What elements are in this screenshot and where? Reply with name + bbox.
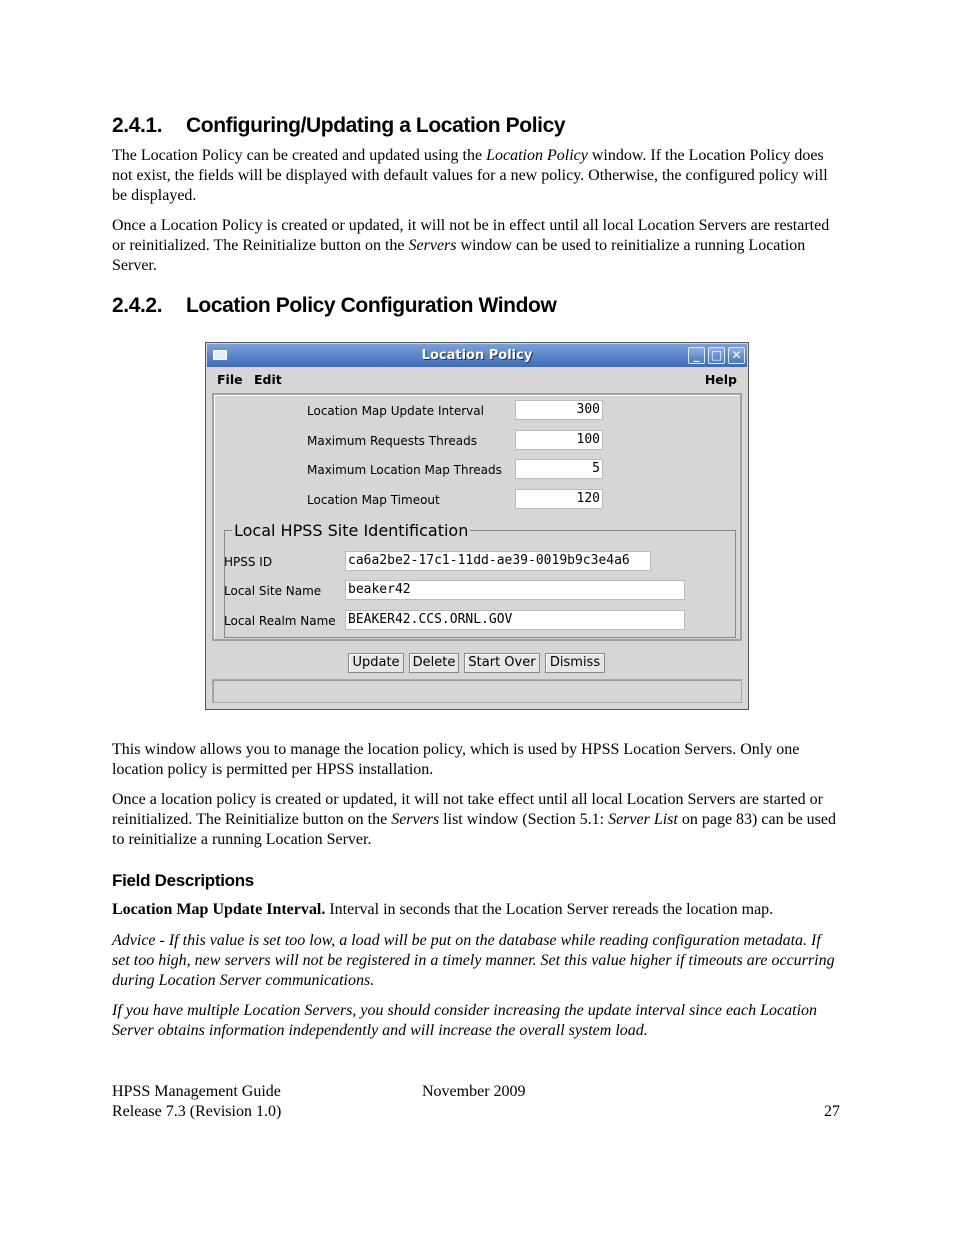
local-site-name-label: Local Site Name (224, 584, 322, 598)
footer-guide: HPSS Management Guide (112, 1083, 281, 1100)
location-policy-window (205, 342, 749, 710)
window-title: Location Policy (421, 348, 533, 363)
hpss-id-label (224, 555, 272, 569)
section-number: 2.4.2. (112, 294, 163, 317)
footer-page-number: 27 (824, 1103, 840, 1120)
group-title: Local HPSS Site Identification (234, 521, 469, 540)
map-timeout-label: Location Map Timeout (307, 493, 440, 507)
delete-button[interactable]: Delete (409, 653, 459, 673)
update-button[interactable]: Update (348, 653, 404, 673)
local-realm-name-input[interactable]: BEAKER42.CCS.ORNL.GOV (345, 610, 685, 630)
text: The Location Policy can be created and updated using the (112, 147, 487, 164)
text: window can be used to reinitialize a running Location Server. (112, 237, 806, 274)
emphasis: Server List (608, 811, 678, 828)
local-site-name-input[interactable]: beaker42 (345, 580, 685, 600)
footer-date: November 2009 (422, 1083, 526, 1100)
emphasis: Servers (391, 811, 440, 828)
local-realm-name-label: Local Realm Name (224, 614, 336, 628)
section-title: Configuring/Updating a Location Policy (186, 114, 566, 137)
policy-panel (212, 393, 742, 641)
label-text: HPSS ID (224, 555, 273, 569)
section-title: Location Policy Configuration Window (186, 294, 557, 317)
emphasis: Location Policy (486, 147, 588, 164)
button-row (212, 649, 742, 677)
text: Once a location policy is created or updated, it will not take effect until all local Location Servers are started or reinitialized. The Reinitialize button on the (112, 791, 823, 828)
requests-threads-input[interactable]: 100 (515, 430, 603, 450)
close-icon[interactable]: ✕ (728, 347, 745, 364)
advice-paragraph-2: If you have multiple Location Servers, you should consider increasing the update interval since each Location Server obtains information independently and will increase the overall system load. (112, 1002, 818, 1039)
menu-bar (207, 368, 747, 390)
text: on page 83) can be used to reinitialize a running Location Server. (112, 811, 837, 848)
field-descriptions-heading: Field Descriptions (112, 871, 254, 890)
section-heading-2-4-2 (112, 294, 556, 318)
map-timeout-input[interactable]: 120 (515, 489, 603, 509)
intro-paragraph-1 (112, 146, 842, 206)
text: Interval in seconds that the Location Server rereads the location map. (325, 901, 774, 918)
advice-paragraph-1: Advice - If this value is set too low, a load will be put on the database while reading configuration metadata. If set too high, new servers will not be registered in a timely manner. Set this value higher if timeouts are occurring during Location Server communications. (112, 932, 835, 989)
section-number: 2.4.1. (112, 114, 163, 137)
title-bar (207, 344, 747, 367)
status-bar (212, 679, 742, 703)
footer-release: Release 7.3 (Revision 1.0) (112, 1103, 282, 1120)
update-interval-label: Location Map Update Interval (307, 404, 484, 418)
map-threads-label: Maximum Location Map Threads (307, 463, 502, 477)
text: Once a Location Policy is created or updated, it will not be in effect until all local Location Servers are restarted or reinitialized. The Reinitialize button on the (112, 217, 830, 254)
menu-edit[interactable]: Edit (254, 372, 282, 387)
menu-file[interactable]: File (217, 372, 243, 387)
start-over-button[interactable]: Start Over (464, 653, 540, 673)
intro-paragraph-2 (112, 216, 842, 276)
text: list window (Section 5.1: (439, 811, 609, 828)
dismiss-button[interactable]: Dismiss (545, 653, 605, 673)
paragraph-4 (112, 790, 842, 850)
minimize-icon[interactable]: _ (688, 347, 705, 364)
field-name: Location Map Update Interval. (112, 901, 326, 918)
text: window. If the Location Policy does not exist, the fields will be displayed with default values for a new policy. Otherwise, the configured policy will be displayed. (112, 147, 828, 204)
section-heading-2-4-1 (112, 114, 565, 138)
update-interval-input[interactable]: 300 (515, 400, 603, 420)
emphasis: Servers (408, 237, 457, 254)
field-description-update-interval (112, 900, 842, 920)
hpss-id-input[interactable]: ca6a2be2-17c1-11dd-ae39-0019b9c3e4a6 (345, 551, 651, 571)
requests-threads-label: Maximum Requests Threads (307, 434, 477, 448)
maximize-icon[interactable]: □ (708, 347, 725, 364)
paragraph-3: This window allows you to manage the location policy, which is used by HPSS Location Servers. Only one location policy is permitted per HPSS installation. (112, 741, 800, 778)
map-threads-input[interactable]: 5 (515, 459, 603, 479)
menu-help[interactable]: Help (704, 372, 737, 387)
site-identification-group (224, 521, 736, 638)
